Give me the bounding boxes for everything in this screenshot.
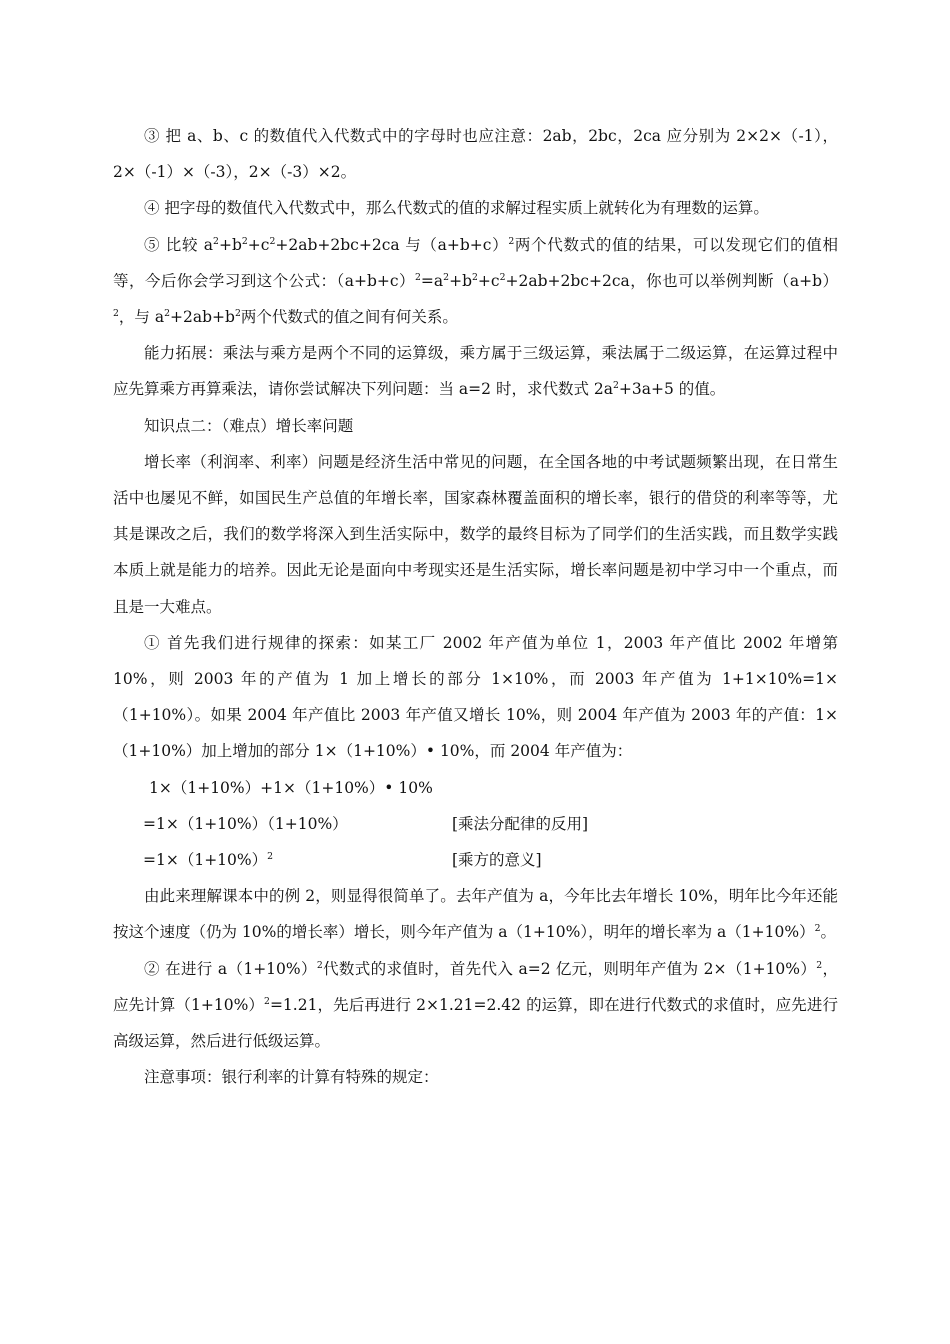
paragraph-rational-operations: ④ 把字母的数值代入代数式中，那么代数式的值的求解过程实质上就转化为有理数的运算。 (144, 199, 769, 218)
equation-line-3: $=1\times(1+10\%)^2$ [乘方的意义] (113, 842, 838, 878)
paragraph-ability-extension: 能力拓展：乘法与乘方是两个不同的运算级，乘方属于三级运算，乘法属于二级运算，在运算过程中应先算乘方再算乘法，请你尝试解决下列问题：当 a=2 时，求代数式 $2a^2+3a+5$ 的值。 (113, 344, 838, 399)
equation-note-power: [乘方的意义] (452, 851, 542, 870)
paragraph-textbook-example: 由此来理解课本中的例 2，则显得很简单了。去年产值为 a，今年比去年增长 10%，明年比今年还能按这个速度（仍为 10%的增长率）增长，则今年产值为 a（1+10%），明年的增长率为 $a(1+10\%)^2$。 (113, 887, 838, 942)
equation-note-distributive: [乘法分配律的反用] (452, 814, 589, 833)
paragraph-formula-comparison: ⑤ 比较 $a^2+b^2+c^2+2ab+2bc+2ca$ 与$(a+b+c)^2$两个代数式的值的结果，可以发现它们的值相等，今后你会学习到这个公式：$(a+b+c)^2=a^2+b^2+c^2+2ab+2bc+2ca$，你也可以举例判断$(a+b)^2$，与 $a^2+2ab+b^2$两个代数式的值之间有何关系。 (113, 235, 838, 327)
paragraph-evaluation-order: ② 在进行 $a(1+10\%)^2$代数式的求值时，首先代入 a=2 亿元，则明年产值为 $2\times(1+10\%)^2$，应先计算$(1+10\%)^2=1.21$，先后再进行 2×1.21=2.42 的运算，即在进行代数式的求值时，应先进行高级运算，然后进行低级运算。 (113, 959, 838, 1051)
document-body (113, 118, 838, 1095)
section-heading-growth-rate: 知识点二：（难点）增长率问题 (144, 416, 354, 435)
equation-line-1: 1×（1+10%）+1×（1+10%）• 10% (149, 778, 433, 797)
paragraph-growth-rate-intro: 增长率（利润率、利率）问题是经济生活中常见的问题，在全国各地的中考试题频繁出现，在日常生活中也屡见不鲜，如国民生产总值的年增长率，国家森林覆盖面积的增长率，银行的借贷的利率等等，尤其是课改之后，我们的数学将深入到生活实际中，数学的最终目标为了同学们的生活实践，而且数学实践本质上就是能力的培养。因此无论是面向中考现实还是生活实际，增长率问题是初中学习中一个重点，而且是一大难点。 (113, 452, 838, 616)
paragraph-bank-interest-note: 注意事项：银行利率的计算有特殊的规定： (144, 1068, 439, 1087)
paragraph-substitution-note: ③ 把 a、b、c 的数值代入代数式中的字母时也应注意：2ab，2bc，2ca 应分别为 2×2×（-1），2×（-1）×（-3），2×（-3）×2。 (113, 127, 838, 182)
paragraph-pattern-exploration: ① 首先我们进行规律的探索：如某工厂 2002 年产值为单位 1，2003 年产值比 2002 年增第 10%，则 2003 年的产值为 1 加上增长的部分 1×10%，而 2003 年产值为 1+1×10%=1×（1+10%）。如果 2004 年产值比 2003 年产值又增长 10%，则 2004 年产值为 2003 年的产值：1×（1+10%）加上增加的部分 1×（1+10%）• 10%，而 2004 年产值为： (113, 633, 838, 761)
equation-line-2: =1×（1+10%）（1+10%） [乘法分配律的反用] (113, 806, 838, 842)
